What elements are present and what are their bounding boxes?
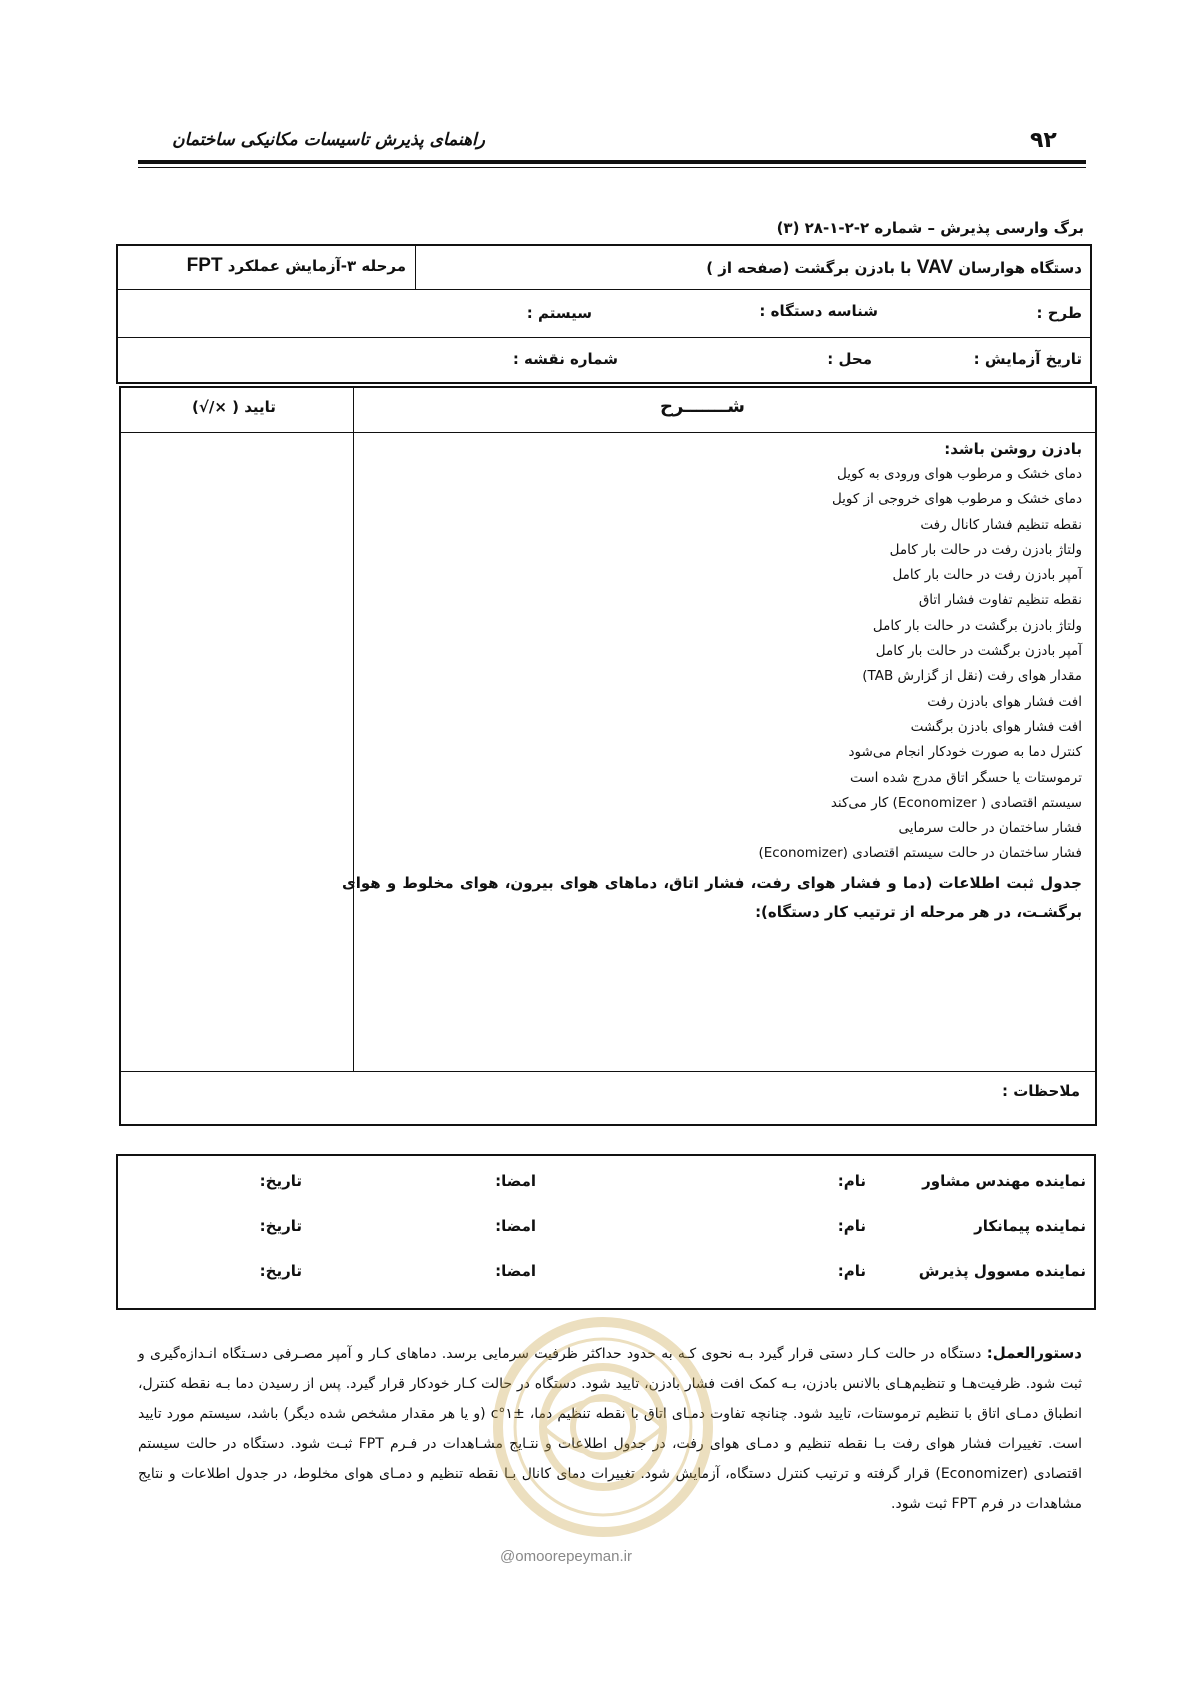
device-id-field[interactable]: شناسه دستگاه : — [759, 302, 878, 320]
date-field[interactable]: تاریخ: — [259, 1172, 302, 1190]
device-title-latin: VAV — [916, 257, 953, 278]
drawing-number-field[interactable]: شماره نقشه : — [512, 350, 618, 368]
checklist-item: آمپر بادزن رفت در حالت بار کامل — [892, 567, 1082, 584]
approval-header: تایید ( ×/√) — [192, 398, 276, 416]
checklist-item: کنترل دما به صورت خودکار انجام می‌شود — [848, 744, 1082, 761]
divider — [116, 337, 1092, 338]
device-title-pre: دستگاه هوارسان — [958, 259, 1082, 277]
header-rule-thin — [138, 167, 1086, 168]
checklist-item: افت فشار هوای بادزن رفت — [927, 693, 1082, 710]
date-field[interactable]: تاریخ: — [259, 1217, 302, 1235]
divider — [119, 432, 1097, 433]
watermark-seal-icon — [488, 1312, 718, 1542]
test-date-field[interactable]: تاریخ آزمایش : — [973, 350, 1082, 368]
device-title — [706, 257, 1082, 279]
description-body — [342, 440, 1082, 927]
checklist-item: آمپر بادزن برگشت در حالت بار کامل — [875, 643, 1082, 660]
header-rule-thick — [138, 160, 1086, 164]
checklist-item: ولتاژ بادزن رفت در حالت بار کامل — [889, 541, 1082, 558]
checklist-items — [342, 462, 1082, 867]
name-field[interactable]: نام: — [837, 1172, 866, 1190]
page-number: ۹۲ — [1030, 128, 1057, 153]
description-header: شـــــــرح — [660, 396, 745, 417]
device-title-post: با بادزن برگشت (صفحه از ) — [706, 259, 912, 277]
checklist-item: مقدار هوای رفت (نقل از گزارش TAB) — [862, 668, 1082, 685]
checklist-item: نقطه تنظیم تفاوت فشار اتاق — [918, 592, 1082, 609]
signature-row — [116, 1262, 1096, 1292]
signature-row — [116, 1172, 1096, 1202]
system-field[interactable]: سیستم : — [526, 304, 592, 322]
location-field[interactable]: محل : — [827, 350, 872, 368]
section-title: بادزن روشن باشد: — [944, 440, 1082, 458]
checklist-item: افت فشار هوای بادزن برگشت — [910, 718, 1082, 735]
stage-label — [187, 255, 406, 277]
name-field[interactable]: نام: — [837, 1262, 866, 1280]
checklist-item: فشار ساختمان در حالت سیستم اقتصادی (Economizer) — [758, 845, 1082, 862]
plan-field[interactable]: طرح : — [1036, 304, 1082, 322]
checklist-item: نقطه تنظیم فشار کانال رفت — [920, 516, 1082, 533]
stage-label-latin: FPT — [186, 255, 223, 276]
checklist-item: ولتاژ بادزن برگشت در حالت بار کامل — [872, 617, 1082, 634]
checklist-item: دمای خشک و مرطوب هوای خروجی از کویل — [831, 491, 1082, 508]
name-field[interactable]: نام: — [837, 1217, 866, 1235]
watermark-text: @omoorepeyman.ir — [500, 1548, 632, 1565]
data-table-note: جدول ثبت اطلاعات (دما و فشار هوای رفت، فشار اتاق، دماهای هوای بیرون، هوای مخلوط و هوای برگشـت، در هر مرحله از ترتیب کار دستگاه): — [342, 873, 1082, 921]
checklist-item: فشار ساختمان در حالت سرمایی — [898, 820, 1082, 837]
signature-field[interactable]: امضا: — [495, 1172, 536, 1190]
divider — [116, 289, 1092, 290]
date-field[interactable]: تاریخ: — [259, 1262, 302, 1280]
checklist-item: سیستم اقتصادی ( Economizer) کار می‌کند — [830, 794, 1082, 811]
divider — [119, 1071, 1097, 1072]
checklist-item: ترموستات یا حسگر اتاق مدرج شده است — [850, 769, 1082, 786]
remarks-field[interactable]: ملاحظات : — [1001, 1082, 1080, 1100]
signature-role: نماینده مهندس مشاور — [922, 1172, 1086, 1190]
signature-field[interactable]: امضا: — [495, 1217, 536, 1235]
stage-label-pre: مرحله ۳-آزمایش عملکرد — [227, 257, 406, 275]
book-title: راهنمای پذیرش تاسیسات مکانیکی ساختمان — [172, 130, 485, 150]
form-title: برگ وارسی پذیرش – شماره ۲-۲-۱-۲۸ (۳) — [776, 219, 1084, 237]
instructions-text: دستگاه در حالت کـار دستی قرار گیرد بـه نحوی کـه به حدود حداکثر ظرفیت سرمایی برسد. دماهای کـار و آمپر مصـرفی دسـتگاه انـدازه‌گیری و ثبت شود. ظرفیت‌هـا و تنظیم‌هـای بالانس بادزن، بـه کمک افت فشار بادزن، تایید شود. دستگاه در حالت کـار خودکار قرار گیرد. پس از رسیدن دما بـه نقطه کنترل، انطباق دمـای اتاق با تنظیم ترموستات، تایید شود. چنانچه تفاوت دمـای اتاق با نقطه تنظیم دما، ±۱°c (و یا هر مقدار مشخص شده دیگر) باشد، سیستم مورد تایید است. تغییرات فشار هوای رفت بـا نقطه تنظیم و دمـای هوای رفت، در جدول اطلاعات و نتـایج مشـاهدات در فـرم FPT ثبـت شود. دستگاه در حالت سیستم اقتصادی (Economizer) قرار گرفته و ترتیب کنترل دستگاه، آزمایش شود. تغییرات دمای کانال بـا نقطه تنظیم و دمـای هوای مخلوط، در جدول اطلاعات و نتایج مشاهدات در فرم FPT ثبت شود. — [138, 1346, 1082, 1512]
checklist-item: دمای خشک و مرطوب هوای ورودی به کویل — [837, 466, 1082, 482]
signature-field[interactable]: امضا: — [495, 1262, 536, 1280]
signature-row — [116, 1217, 1096, 1247]
instructions-label: دستورالعمل: — [986, 1344, 1082, 1362]
signature-role: نماینده پیمانکار — [974, 1217, 1086, 1235]
signature-role: نماینده مسوول پذیرش — [918, 1262, 1086, 1280]
divider — [415, 244, 416, 289]
